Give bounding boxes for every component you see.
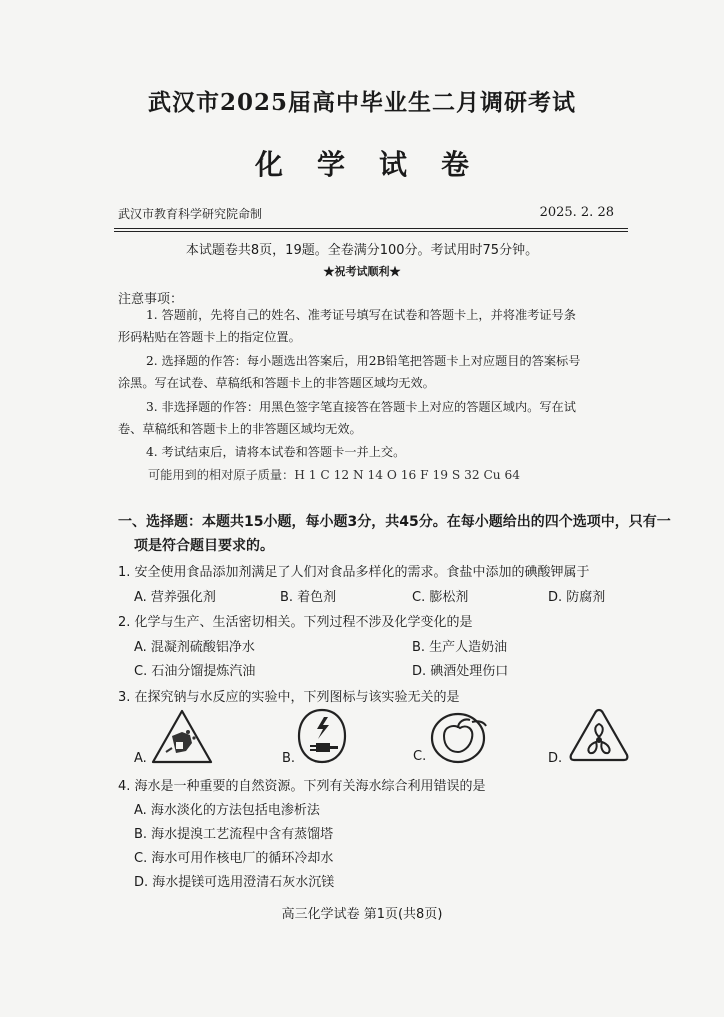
note-line: 涂黑。写在试卷、草稿纸和答题卡上的非答题区域均无效。: [118, 376, 435, 390]
good-luck-line: ★祝考试顺利★: [323, 265, 401, 278]
note-line: 卷、草稿纸和答题卡上的非答题区域均无效。: [118, 422, 362, 436]
exam-intro: 本试题卷共8页，19题。全卷满分100分。考试用时75分钟。: [185, 243, 539, 258]
atomic-masses: 可能用到的相对原子质量：H 1 C 12 N 14 O 16 F 19 S 32 Cu 64: [148, 468, 521, 482]
note-line: 形码粘贴在答题卡上的指定位置。: [118, 330, 301, 344]
producer: 武汉市教育科学研究院命制: [118, 207, 263, 221]
corrosive-hand-icon[interactable]: [150, 708, 214, 766]
header-rule-thin: [114, 231, 628, 232]
exam-title: 武汉市2025届高中毕业生二月调研考试: [147, 89, 576, 116]
section-heading-cont: 项是符合题目要求的。: [134, 538, 274, 554]
q1-option-a[interactable]: A. 营养强化剂: [134, 590, 216, 605]
q4-option-d[interactable]: D. 海水提镁可选用澄清石灰水沉镁: [134, 875, 335, 890]
subject-title: 化学试卷: [254, 148, 503, 181]
q1-option-c[interactable]: C. 膨松剂: [412, 590, 469, 605]
exam-date: 2025. 2. 28: [539, 205, 614, 220]
q3-option-a-label[interactable]: A.: [134, 751, 147, 766]
q2-option-b[interactable]: B. 生产人造奶油: [412, 640, 508, 655]
q1-option-b[interactable]: B. 着色剂: [280, 590, 337, 605]
header-rule: [114, 228, 628, 229]
q1-option-d[interactable]: D. 防腐剂: [548, 590, 606, 605]
hot-surface-icon[interactable]: [428, 708, 492, 764]
question-4-stem: 4. 海水是一种重要的自然资源。下列有关海水综合利用错误的是: [118, 779, 486, 794]
q4-option-b[interactable]: B. 海水提溴工艺流程中含有蒸馏塔: [134, 827, 334, 842]
q4-option-a[interactable]: A. 海水淡化的方法包括电渗析法: [134, 803, 320, 818]
section-heading: 一、选择题：本题共15小题，每小题3分，共45分。在每小题给出的四个选项中，只有一: [118, 514, 671, 530]
q3-option-d-label[interactable]: D.: [548, 751, 563, 766]
note-line: 2. 选择题的作答：每小题选出答案后，用2B铅笔把答题卡上对应题目的答案标号: [146, 354, 581, 368]
q2-option-d[interactable]: D. 碘酒处理伤口: [412, 664, 509, 679]
q2-option-a[interactable]: A. 混凝剂硫酸铝净水: [134, 640, 255, 655]
q4-option-c[interactable]: C. 海水可用作核电厂的循环冷却水: [134, 851, 334, 866]
ventilation-fan-icon[interactable]: [566, 706, 632, 764]
q3-option-b-label[interactable]: B.: [282, 751, 296, 766]
page-footer: 高三化学试卷 第1页(共8页): [281, 907, 443, 922]
question-1-stem: 1. 安全使用食品添加剂满足了人们对食品多样化的需求。食盐中添加的碘酸钾属于: [118, 565, 590, 580]
note-line: 4. 考试结束后，请将本试卷和答题卡一并上交。: [146, 445, 406, 459]
q3-option-c-label[interactable]: C.: [413, 749, 427, 764]
q2-option-c[interactable]: C. 石油分馏提炼汽油: [134, 664, 256, 679]
electric-plug-icon[interactable]: [296, 707, 348, 765]
note-line: 1. 答题前，先将自己的姓名、准考证号填写在试卷和答题卡上，并将准考证号条: [146, 308, 576, 322]
note-line: 3. 非选择题的作答：用黑色签字笔直接答在答题卡上对应的答题区域内。写在试: [146, 400, 576, 414]
question-3-stem: 3. 在探究钠与水反应的实验中，下列图标与该实验无关的是: [118, 690, 460, 705]
question-2-stem: 2. 化学与生产、生活密切相关。下列过程不涉及化学变化的是: [118, 615, 473, 630]
notes-heading: 注意事项：: [118, 292, 184, 307]
